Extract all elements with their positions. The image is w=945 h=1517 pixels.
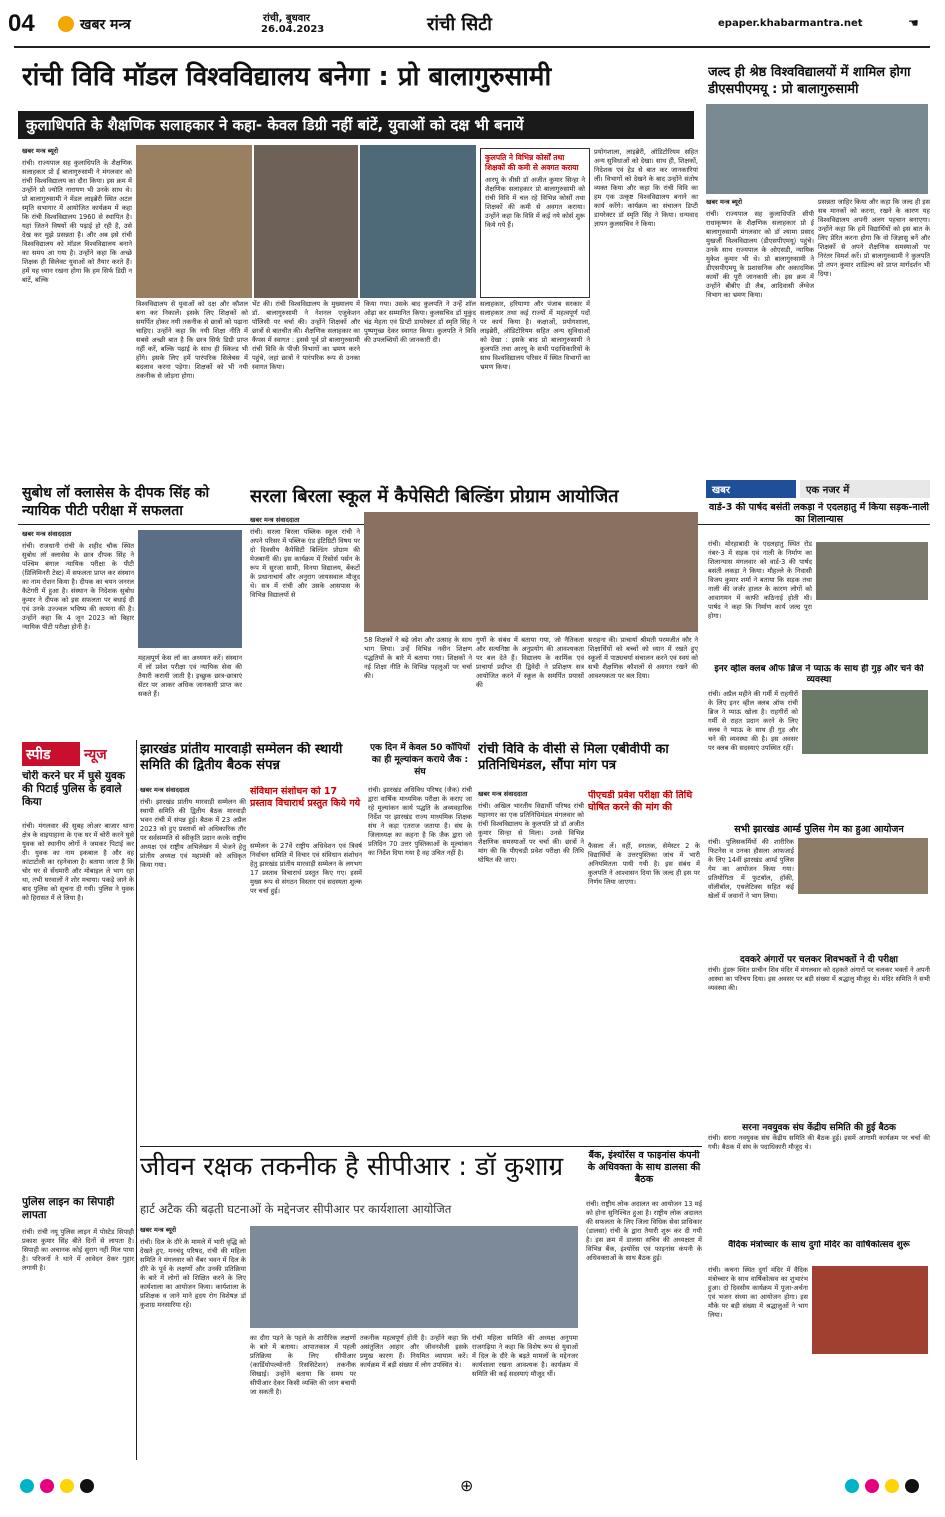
story7-sub: संविधान संशोधन को 17 प्रस्ताव विचारार्थ प्रस्तुत किये गये [250, 786, 361, 809]
story10-col1-text: रांची। दिल के दौरे के मामले में भारी वृद्धि को देखते हुए, मनचंदु परिषद, रांची की महिला समिति ने मंगलवार को चैंबर भवन में दिल के दौरे के पूर्व के लक्षणों और उनकी प्रतिक्रिया के बारे में लोगों को शिक्षित करने के लिए कार्यशाला का आयोजन किया। कार्यशाला के प्रशिक्षक व जाने माने हृदय रोग विशेषज्ञ डॉ कुशाग्र मनसारिया रहे। [140, 1238, 246, 1309]
speed-news-t1: रांची। मंगलवार की सुबह लोअर बाजार थाना क्षेत्र के वाइयाहाना के एक घर में चोरी करने घुसे युवक को स्थानीय लोगों ने जमकर पिटाई कर दी। युवक का नाम इकबाल है और वह कांटाटोली का रहनेवाला है। बताया जाता है कि चोर घर से सेंधमारी और मोबाइल ले भाग रहा था, तभी घरवालों ने शोर मचाया। पकड़े जाने के बाद पुलिस को सूचना दी गयी। पुलिस ने युवक को हिरासत में ले लिया है। [22, 822, 134, 902]
story10-byline: खबर मन्त्र ब्यूरो [140, 1226, 177, 1234]
color-register-left [20, 1478, 100, 1496]
story1-headline: रांची विवि मॉडल विश्वविद्यालय बनेगा : प्रो बालागुरुसामी [22, 62, 552, 92]
story9-col1-text: रांची। अखिल भारतीय विद्यार्थी परिषद रांची महानगर का एक प्रतिनिधिमंडल मंगलवार को रांची विश्वविद्यालय के कुलपति प्रो डॉ अजीत कुमार सिन्हा से मिला। उनसे विभिन्न शैक्षणिक समस्याओं पर चर्चा की। छात्रों ने मांग की कि पीएचडी प्रवेश परीक्षा की तिथि घोषित की जाए। [478, 802, 584, 864]
story1-box [480, 148, 590, 298]
story1-box-title: कुलपति ने विभिन्न कोर्सों तथा शिक्षकों की कमी से अवगत कराया [485, 153, 579, 172]
story8-text: रांची। झारखंड अधिविध परिषद (जैक) रांची द्वारा वार्षिक माध्यमिक परीक्षा के कराए जा रहे मूल्यांकन कार्य पद्धति के अव्यवहारिक निर्देश पर झारखंड राज्य माध्यमिक शिक्षक संघ ने कड़ा एतराज जताया है। संघ के जिलाध्यक्ष का कहना है कि जैक द्वारा जो प्रतिदिन 70 उत्तर पुस्तिकाओं के मूल्यांकन का निर्देश दिया गया है वह उचित नहीं है। [368, 786, 472, 857]
story8-headline: एक दिन में केवल 50 कॉपियों का ही मूल्यांकन कराये जैक : संघ [370, 743, 470, 777]
story10-col4: रांची महिला समिति की अध्यक्ष अनुपमा राजगढ़िया ने कहा कि विशेष रूप से युवाओं में दिल के दौरे के बढ़ते मामलों के मद्देनजर कार्यशाला रखना आवश्यक है। कार्यक्रम में समिति की कई सदस्याएं मौजूद थीं। [472, 1334, 578, 1378]
logo-icon [58, 16, 74, 32]
color-dot [20, 1479, 34, 1493]
footer-color-bar [20, 1476, 925, 1496]
story7-headline: झारखंड प्रांतीय मारवाड़ी सम्मेलन की स्थायी समिति की द्वितीय बैठक संपन्न [140, 742, 343, 773]
brief6-text: रांची। कचना स्थित दुर्गा मंदिर में वैदिक मंत्रोच्चार के साथ वार्षिकोत्सव का शुभारंभ हुआ। दो दिवसीय कार्यक्रम में पूजा-अर्चना एवं भजन संध्या का आयोजन होगा। इस मौके पर बड़ी संख्या में श्रद्धालुओं ने भाग लिया। [708, 1266, 808, 1319]
story4-col1-text: रांची। सरला बिरला पब्लिक स्कूल रांची ने अपने परिसर में पब्लिक एंड इंटिग्रिटी विषय पर दो दिवसीय कैपेसिटी बिल्डिंग प्रोग्राम की मेजबानी की। इस कार्यक्रम में रिसोर्स पर्सन के रूप में सुरजा सामी, विनया विद्यालय, बेंकटों के प्रधानाचार्य और अनुराग जायसवाल मौजूद थे। सत्र में रांची और उसके आसपास के विभिन्न विद्यालयों से [250, 528, 360, 599]
brief3-photo [798, 838, 928, 894]
brief3-text: रांची। पुलिसकर्मियों की शारीरिक फिटनेस व उनका हौसला आफजाई के लिए 14वीं झारखंड आर्म्ड पुलिस गेम का आयोजन किया गया। प्रतियोगिता में फुटबॉल, हॉकी, वॉलीबॉल, एथलेटिक्स सहित कई खेलों में जवानों ने भाग लिया। [708, 838, 794, 900]
story10-col3: तकनीक महत्वपूर्ण होती है। उन्होंने कहा कि असंतुलित आहार और जीवनशैली इसके प्रमुख कारण हैं। नियमित व्यायाम करें। कार्यक्रम में बड़ी संख्या में लोग उपस्थित थे। [360, 1334, 468, 1369]
news-label: न्यूज [84, 747, 107, 763]
register-mark-icon: ⊕ [460, 1476, 474, 1495]
brief4-text: रांची। हुंडरू स्थित प्राचीन शिव मंदिर में मंगलवार को दहकते अंगारों पर चलकर भक्तों ने अपनी आस्था का परिचय दिया। इस अवसर पर बड़ी संख्या में श्रद्धालु मौजूद थे। मंदिर समिति ने सभी व्यवस्था की। [708, 966, 930, 992]
speed-news-h2: पुलिस लाइन का सिपाही लापता [22, 1196, 115, 1221]
story1-col4: किया गया। उसके बाद कुलपति ने उन्हें शॉल ओढ़ा कर सम्मानित किया। कुलसचिव डॉ मुकुंद चंद्र मेहता एवं डिप्टी डायरेक्टर डॉ स्मृति सिंह ने पुष्पगुच्छ देकर स्वागत किया। कुलपति ने विवि की उपलब्धियों की जानकारी दी। [364, 300, 476, 344]
briefs-tag2: एक नजर में [800, 480, 930, 498]
header-rule [14, 46, 930, 48]
story3-col1-text: रांची। राजधानी रांची के शहीद चौक स्थित सुबोध लॉ क्लासेस के छात्र दीपक सिंह ने पश्चिम बंगाल न्यायिक परीक्षा के पीटी (प्रिलिमिनरी टेस्ट) में सफलता प्राप्त कर संस्थान का नाम रोशन किया है। दीपक का चयन जनरल कैटेगरी में हुआ है। संस्थान के निदेशक सुबोध कुमार ने दीपक को इस सफलता पर बधाई दी एवं उनके उज्ज्वल भविष्य की कामना की है। उन्होंने कहा कि 4 जून 2023 को बिहार न्यायिक पीटी परीक्षा होनी है। [22, 542, 134, 631]
story1-subheadline-bar [18, 111, 694, 139]
story1-col1 [22, 147, 132, 519]
story1-col6: प्रयोगशाला, लाइब्रेरी, ऑडिटोरियम सहित अन्य सुविधाओं को देखा। साथ ही, शिक्षकों, निदेशक एवं हेड से बात कर जानकारियां लीं। विभागों को देखने के बाद उन्होंने संतोष व्यक्त किया और कहा कि रांची विवि का हम एक उत्कृष्ट विश्वविद्यालय बनाने का कार्य करेंगे। कार्यक्रम का संचालन डिप्टी डायरेक्टर डॉ स्मृति सिंह ने किया। धन्यवाद ज्ञापन कुलसचिव ने किया। [594, 148, 698, 228]
story7-col1-text: रांची। झारखंड प्रांतीय मारवाड़ी सम्मेलन की स्थायी समिति की द्वितीय बैठक मारवाड़ी भवन रांची में संपन्न हुई। बैठक में 23 अप्रैल 2023 को हुए प्रस्तावों को अधिकारिक तौर पर सर्वसम्मति से स्वीकृति प्रदान करके राष्ट्रीय अध्यक्ष एवं राष्ट्रीय अभिलेखन में भेजने हेतु प्रांतीय अध्यक्ष एवं महामंत्री को अधिकृत किया गया। [140, 798, 246, 869]
story9-col2: फैसला लें। वहीं, स्नातक, सेमेस्टर 2 के विद्यार्थियों के उत्तरपुस्तिका जांच में भारी अनियमितता पायी गयी है। इस संबंध में कुलपति ने आश्वासन दिया कि जल्द ही इस पर निर्णय लिया जाएगा। [588, 842, 700, 886]
color-dot [80, 1479, 94, 1493]
speed-news-t2: रांची। रांची नयू पुलिस लाइन में पोस्टेड सिपाही प्रकाश कुमार सिंह बीते दिनों से लापता है। सिपाही का अचानक कोई सुराग नहीं मिल पाया है। परिजनों ने थाने में आवेदन देकर गुहार लगायी है। [22, 1228, 134, 1272]
story3-byline: खबर मन्त्र संवाददाता [22, 530, 72, 538]
story2-col2: प्रसन्नता जाहिर किया और कहा कि जल्द ही इस सब मानकों को करना, रखने के कारण यह विश्वविद्यालय अपनी अलग पहचान बनाएगा। उन्होंने कहा कि हमें विद्यार्थियों को इस बात के लिए प्रेरित करना होगा कि वो जिज्ञासु बनें और शिक्षकों से अपने शैक्षणिक समस्याओं पर निरंतर विमर्श करें। प्रो बालागुरुसामी ने कुलपति प्रो तपन कुमार शांडिल्य को प्राप्त मार्गदर्शन भी दिया। [818, 198, 930, 278]
brief6-headline: वैदिक मंत्रोच्चार के साथ दुर्गा मंदिर का वार्षिकोत्सव शुरू [728, 1240, 910, 1250]
color-dot [905, 1479, 919, 1493]
dateline-date: 26.04.2023 [261, 24, 325, 35]
brief4-headline: दवकरे अंगारों पर चलकर शिवभक्तों ने दी परीक्षा [740, 955, 898, 965]
story3-headline: सुबोध लॉ क्लासेस के दीपक सिंह को न्यायिक पीटी परीक्षा में सफलता [22, 485, 210, 519]
brief2-photo [802, 690, 928, 754]
story1-col2: विश्वविद्यालय से युवाओं को दक्ष और कौशल बना कर निकालें। इसके लिए शिक्षकों को समर्पित होकर नयी तकनीक से छात्रों को पढ़ाना चाहिए। उन्होंने कहा कि नयी शिक्षा नीति में सबसे अच्छी बात है कि छात्र सिर्फ डिग्री प्राप्त नहीं करें, बल्कि पढ़ाई के साथ ही स्किल्ड भी होंगे। इसके लिए हमें पारंपरिक सिलेबस में बदलाव करना पड़ेगा। शिक्षकों को भी नयी तकनीक से जोड़ना होगा। [136, 300, 248, 380]
story1-col1-text: रांची। राज्यपाल सह कुलाधिपति के शैक्षणिक सलाहकार प्रो ई बालागुरुसामी ने मंगलवार को रांची विश्वविद्यालय का दौरा किया। इस क्रम में उन्होंने प्रो ज्योति नारायण भी उनके साथ थे। प्रो बालागुरुसामी ने मेंडल लाइब्रेरी स्थित अटल स्मृति सभागार में आयोजित कार्यक्रम में कहा कि रांची विश्वविद्यालय 1960 से स्थापित है। यहां जितने विषयों की पढ़ाई हो रही है, उसे देख कर मुझे प्रसन्नता है। और अब इसे रांची विश्वविद्यालय को मॉडल विश्वविद्यालय बनाने का समय आ गया है। उन्होंने कहा कि अच्छे शिक्षक ही सिलेक्ट युवाओं को तैयार करते हैं। हमें यह ध्यान रखना होगा कि हम सिर्फ डिग्री न बांटें, बल्कि [22, 159, 132, 284]
story9-byline: खबर मन्त्र संवाददाता [478, 790, 528, 798]
site-url[interactable]: epaper.khabarmantra.net [718, 18, 863, 29]
story4-col2: 58 शिक्षकों ने बढ़े जोश और उत्साह के साथ भाग लिया। उन्हें विभिन्न नवीन शिक्षण पद्धतियों के बारे में बताया गया। शिक्षकों ने नई शिक्षा नीति के विभिन्न पहलुओं पर चर्चा की। [364, 636, 472, 680]
story1-col5: सलाहकार, हरियाणा और पंजाब सरकार में सलाहकार तथा कई राज्यों में महत्वपूर्ण पदों पर कार्य किया है। कक्षाओं, प्रयोगशाला, लाइब्रेरी, ऑडिटोरियम सहित अन्य सुविधाओं को देखा : इसके बाद प्रो बालागुरुसामी ने कुलपति तथा आरयू के सभी पदाधिकारियों के साथ विश्वविद्यालय परिसर में स्थित विभागों का भ्रमण किया। [480, 300, 590, 371]
logo-text: खबर मन्त्र [80, 17, 131, 33]
story2-headline: जल्द ही श्रेष्ठ विश्वविद्यालयों में शामिल होगा डीएसपीएमयू : प्रो बालागुरुसामी [708, 65, 911, 97]
story9-sub: पीएचडी प्रवेश परीक्षा की तिथि घोषित करने की मांग की [588, 790, 693, 813]
masthead [0, 0, 945, 46]
brief1-text: रांची। मोरहाबादी के एदलहातु स्थित रोड नंबर-3 में सड़क एवं नाली के निर्माण का शिलान्यास मंगलवार को वार्ड-3 की पार्षद बसंती लकड़ा ने किया। मौहल्ले के निवासी विजय कुमार शर्मा ने बताया कि सड़क तथा नाली की जर्जर हालत के कारण लोगों को आवागमन में काफी कठिनाई होती थी। पार्षद ने कहा कि निर्माण कार्य जल्द पूरा होगा। [708, 540, 812, 620]
page-number: 04 [8, 10, 35, 37]
story1-photo-2 [254, 145, 358, 298]
story7-byline: खबर मन्त्र संवाददाता [140, 786, 190, 794]
briefs-tag-bar [706, 480, 930, 498]
story10-sub: हार्ट अटैक की बढ़ती घटनाओं के मद्देनजर सीपीआर पर कार्यशाला आयोजित [140, 1202, 452, 1216]
story10-headline: जीवन रक्षक तकनीक है सीपीआर : डॉ कुशाग्र [140, 1152, 564, 1182]
speed-news-label [22, 742, 132, 766]
story4-col4: सराहना की। प्राचार्या श्रीमती परमजीत कौर ने शिक्षार्थियों को बच्चों को ध्यान में रखते हुए स्कूलों में पाठ्यचर्या संचालन करने एवं स्वयं को सभी शैक्षणिक कौशलों से अवगत रखने की आवश्यकता पर बल दिया। [588, 636, 698, 680]
story4-headline: सरला बिरला स्कूल में कैपेसिटी बिल्डिंग प्रोग्राम आयोजित [250, 486, 619, 507]
story7-col1 [140, 786, 246, 1140]
story4-photo [364, 512, 698, 632]
story4-col3: गुणों के संबंध में बताया गया, जो नैतिकता और सत्यनिष्ठा के अनुप्रयोग की आवश्यकता पर बल देते हैं। विद्यालय के कार्मिक एवं प्राचार्या प्रदीप्त दी द्विवेदी ने प्रशिक्षण सत्र आयोजित करने में स्कूल के समर्पित प्रयासों की [476, 636, 584, 689]
story1-subheadline: कुलाधिपति के शैक्षणिक सलाहकार ने कहा- केवल डिग्री नहीं बांटें, युवाओं को दक्ष भी बनायें [26, 116, 524, 134]
story10-photo [250, 1226, 578, 1328]
hand-icon: ☚ [908, 16, 919, 30]
story1-box-text: आरयू के वीसी डॉ अजीत कुमार सिन्हा ने शैक्षणिक सलाहकार प्रो बालागुरुसामी को रांची विवि में चल रहे विभिन्न कोर्सों तथा शिक्षकों की कमी से अवगत कराया। उन्होंने कहा कि विवि में कई नये कोर्स शुरू किये गये हैं। [485, 176, 585, 229]
speed-label: स्पीड [22, 742, 80, 766]
color-dot [60, 1479, 74, 1493]
story7-col2: सम्मेलन के 27वें राष्ट्रीय अधिवेशन एवं त्रिवर्ष निर्वाचन समिति में विचार एवं संविधान संशोधन हेतु झारखंड प्रांतीय मारवाड़ी सम्मेलन के लगभग 17 प्रस्ताव विचारार्थ प्रस्तुत किए गए। इसमें मुख्य रूप से संगठन विस्तार एवं सदस्यता शुल्क पर चर्चा हुई। [250, 842, 362, 895]
speed-news-rule [136, 740, 137, 1460]
brief5-headline: सरना नवयुवक संघ केंद्रीय समिति की हुई बैठक [742, 1123, 896, 1133]
story2-byline: खबर मन्त्र ब्यूरो [706, 198, 743, 206]
brief1-photo [816, 542, 928, 600]
story10-col2: का दौरा पड़ने के पहले के शारीरिक लक्षणों के बारे में बताया। आपातकाल में पहली प्रतिक्रिया के लिए सीपीआर (कार्डियोपल्मोनरी रिससिटेशन) तकनीक सिखाई। उन्होंने बताया कि समय पर सीपीआर देकर किसी व्यक्ति की जान बचायी जा सकती है। [250, 1334, 356, 1396]
brief1-headline: वार्ड-3 की पार्षद बसंती लकड़ा ने एदलहातु में किया सड़क-नाली का शिलान्यास [708, 502, 929, 525]
story3-photo [138, 530, 242, 648]
story1-photo-3 [360, 145, 476, 298]
brief1-text-cont [708, 602, 930, 662]
story1-byline: खबर मन्त्र ब्यूरो [22, 147, 59, 155]
color-dot [885, 1479, 899, 1493]
story2-col1 [706, 198, 814, 518]
section-title: रांची सिटी [427, 14, 492, 35]
brief5-text: रांची। सरना नवयुवक संघ केंद्रीय समिति की बैठक हुई। इसमें आगामी कार्यक्रम पर चर्चा की गयी। बैठक में संघ के पदाधिकारी मौजूद थे। [708, 1134, 930, 1151]
story9-headline: रांची विवि के वीसी से मिला एबीवीपी का प्रतिनिधिमंडल, सौंपा मांग पत्र [478, 742, 669, 773]
story2-col1-text: रांची। राज्यपाल सह कुलाधिपति सीपी राधाकृष्णन के शैक्षणिक सलाहकार प्रो ई बालागुरुसामी मंगलवार को डॉ श्यामा प्रसाद मुखर्जी विश्वविद्यालय (डीएसपीएमयू) पहुंचे। उनके साथ राज्यपाल के ओएसडी, न्यायिक मुकेश कुमार भी थे। प्रो बालागुरुसामी ने डीएसपीएमयू के प्रशासनिक और अकादमिक कार्यों की पूरी जानकारी ली। इस क्रम में उन्होंने बीबीए डी लैब, आदिवासी लेंग्वेज विभाग का भ्रमण किया। [706, 210, 814, 299]
brief3-headline: सभी झारखंड आर्म्ड पुलिस गेम का हुआ आयोजन [734, 824, 904, 835]
story9-col1 [478, 790, 584, 1140]
color-register-right [845, 1478, 925, 1496]
briefs-tag: खबर [706, 480, 796, 498]
story3-col1 [22, 530, 134, 730]
brief2-headline: इनर व्हील क्लब ऑफ ब्रिज ने प्याऊ के साथ ही गुड़ और चने की व्यवस्था [714, 664, 924, 685]
story1-photo-1 [136, 145, 252, 298]
story3-col2: महत्वपूर्ण केस लॉ का अध्ययन करें। संस्थान में लॉ प्रवेश परीक्षा एवं न्यायिक सेवा की तैयारी करायी जाती है। इच्छुक छात्र-छात्राएं सेंटर पर आकर अधिक जानकारी प्राप्त कर सकते हैं। [138, 654, 242, 698]
color-dot [845, 1479, 859, 1493]
story1-col3: भेंट की। रांची विश्वविद्यालय के मुख्यालय में डॉ. बालागुरुसामी ने नेशनल एजुकेशन पॉलिसी पर चर्चा की। उन्होंने शिक्षकों और छात्रों से बातचीत की। शैक्षणिक सलाहकार का कैंपस में स्वागत : इससे पूर्व प्रो बालागुरुसामी रांची विवि के पीजी विभागों का भ्रमण करने पहुंचे, जहां छात्रों ने पारंपरिक रूप से उनका स्वागत किया। [252, 300, 360, 371]
speed-news-h1: चोरी करने घर में घुसे युवक की पिटाई पुलिस के हवाले किया [22, 770, 125, 808]
brief2-text: रांची। अप्रैल महीने की गर्मी में राहगीरों के लिए इनर व्हील क्लब ऑफ रांची ब्रिज ने प्याऊ खोला है। राहगीरों को गर्मी से राहत प्रदान करने के लिए क्लब ने प्याऊ के साथ ही गुड़ और चने की व्यवस्था की है। इस अवसर पर क्लब की सदस्याएं उपस्थित रहीं। [708, 690, 798, 752]
story4-byline: खबर मन्त्र संवाददाता [250, 516, 300, 524]
story2-photo [706, 104, 928, 194]
color-dot [40, 1479, 54, 1493]
story10-col1 [140, 1226, 246, 1458]
divider-2 [140, 1146, 702, 1147]
dateline-city: रांची, बुधवार [263, 13, 311, 24]
color-dot [865, 1479, 879, 1493]
story11-headline: बैंक, इंश्योरेंस व फाइनांस कंपनी के अधिवक्ता के साथ डालसा की बैठक [587, 1150, 701, 1185]
story4-col1 [250, 516, 360, 732]
story11-text: रांची। राष्ट्रीय लोक अदालत का आयोजन 13 मई को होना सुनिश्चित हुआ है। राष्ट्रीय लोक अदालत की सफलता के लिए जिला विधिक सेवा प्राधिकार (डालसा) रांची के द्वारा तैयारी शुरू कर दी गयी है। इस क्रम में डालसा सचिव की अध्यक्षता में विभिन्न बैंक, इंश्योरेंस एवं फाइनांस कंपनी के अधिवक्ताओं के साथ बैठक हुई। [586, 1200, 702, 1262]
brief6-photo [812, 1266, 928, 1354]
